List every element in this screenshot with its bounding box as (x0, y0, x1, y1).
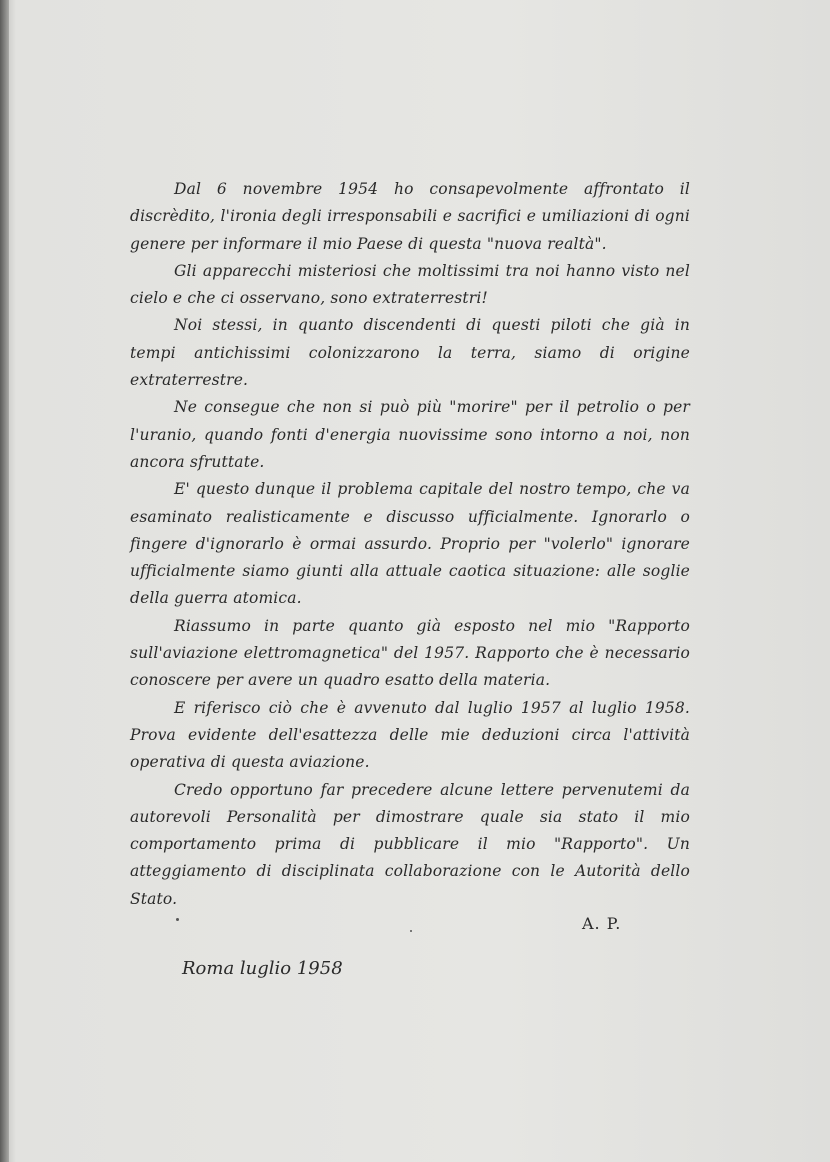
paragraph-4: Ne consegue che non si può più "morire" per il petrolio o per l'uranio, quando fonti d'energia nuovissime sono intorno a noi, non ancora sfruttate. (130, 398, 690, 471)
binding-edge (0, 0, 9, 1162)
speck-mark (176, 918, 179, 921)
paragraph-3: Noi stessi, in quanto discendenti di questi piloti che già in tempi antichissimi colonizzarono la terra, siamo di origine extraterrestre. (130, 316, 690, 390)
paragraph-8: Credo opportuno far precedere alcune lettere pervenutemi da autorevoli Personalità per dimostrare quale sia stato il mio comportamento prima di pubblicare il mio "Rapporto". Un atteggiamento di disciplinata collaborazione con le Autorità dello Stato. (130, 780, 690, 908)
paragraph-5: E' questo dunque il problema capitale del nostro tempo, che va esaminato realisticamente e discusso ufficialmente. Ignorarlo o fingere d'ignorarlo è ormai assurdo. Proprio per "volerlo" ignorare ufficialmente siamo giunti alla attuale caotica situazione: alle soglie della guerra atomica. (130, 480, 690, 608)
paragraph-6: Riassumo in parte quanto già esposto nel mio "Rapporto sull'aviazione elettromagnetica" del 1957. Rapporto che è necessario conoscere per avere un quadro esatto della materia. (130, 616, 690, 690)
signature-initials: A. P. (582, 914, 622, 933)
paragraph-2: Gli apparecchi misteriosi che moltissimi tra noi hanno visto nel cielo e che ci osservano, sono extraterrestri! (130, 261, 690, 308)
speck-mark (410, 930, 412, 932)
paragraph-1: Dal 6 novembre 1954 ho consapevolmente affrontato il discrèdito, l'ironia degli irresponsabili e sacrifici e umiliazioni di ogni genere per informare il mio Paese di questa "nuova realtà". (130, 180, 690, 253)
body-text (130, 176, 690, 913)
place-date: Roma luglio 1958 (182, 958, 343, 979)
paragraph-7: E riferisco ciò che è avvenuto dal luglio 1957 al luglio 1958. Prova evidente dell'esattezza delle mie deduzioni circa l'attività operativa di questa aviazione. (130, 698, 690, 772)
